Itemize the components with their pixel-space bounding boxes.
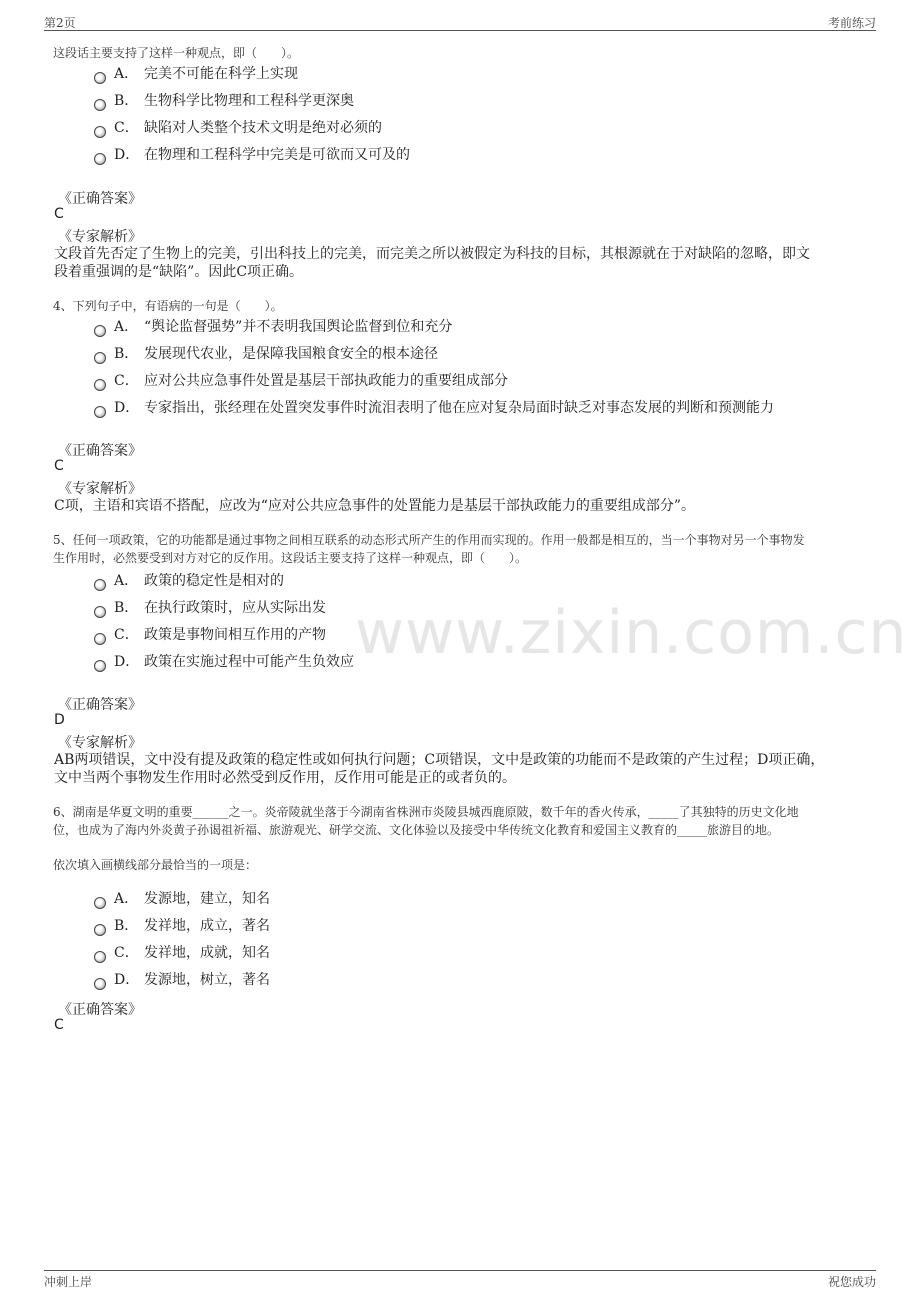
q3-answer: C [54,206,64,222]
q4-option-c[interactable]: C． 应对公共应急事件处置是基层干部执政能力的重要组成部分 [94,371,508,391]
radio-icon[interactable] [94,352,106,364]
q6-option-b[interactable]: B． 发祥地，成立，著名 [94,916,270,936]
radio-icon[interactable] [94,579,106,591]
q5-option-b[interactable]: B． 在执行政策时，应从实际出发 [94,598,326,618]
watermark: www.zixin.com.cn [355,598,908,668]
q4-option-d[interactable]: D． 专家指出，张经理在处置突发事件时流泪表明了他在应对复杂局面时缺乏对事态发展的判断和预测能力 [94,398,774,418]
radio-icon[interactable] [94,72,106,84]
q3-option-b[interactable]: B． 生物科学比物理和工程科学更深奥 [94,91,354,111]
q6-stem-line2: 位，也成为了海内外炎黄子孙谒祖祈福、旅游观光、研学交流、文化体验以及接受中华传统文化教育和爱国主义教育的_____旅游目的地。 [53,823,780,837]
page-number: 第2页 [44,16,76,30]
q4-option-b[interactable]: B． 发展现代农业，是保障我国粮食安全的根本途径 [94,344,438,364]
q6-option-a[interactable]: A． 发源地，建立，知名 [94,889,270,909]
footer-right: 祝您成功 [827,1275,876,1289]
q5-answer-label: 《正确答案》 [58,697,142,713]
q6-prompt: 依次填入画横线部分最恰当的一项是： [53,858,258,872]
radio-icon[interactable] [94,606,106,618]
q5-analysis-line1: AB两项错误，文中没有提及政策的稳定性或如何执行问题；C项错误，文中是政策的功能而不是政策的产生过程；D项正确， [54,752,825,768]
q5-option-d[interactable]: D． 政策在实施过程中可能产生负效应 [94,652,354,672]
q6-option-d[interactable]: D． 发源地，树立，著名 [94,970,270,990]
q3-option-d[interactable]: D． 在物理和工程科学中完美是可欲而又可及的 [94,145,410,165]
q6-stem-line1: 6、湖南是华夏文明的重要______之一。炎帝陵就坐落于今湖南省株洲市炎陵县城西鹿原陂，数千年的香火传承，_____了其独特的历史文化地 [53,805,799,819]
q5-analysis-label: 《专家解析》 [58,735,142,751]
radio-icon[interactable] [94,897,106,909]
q5-option-a[interactable]: A． 政策的稳定性是相对的 [94,571,284,591]
radio-icon[interactable] [94,633,106,645]
q4-stem: 4、下列句子中，有语病的一句是（ ）。 [53,299,283,313]
radio-icon[interactable] [94,978,106,990]
radio-icon[interactable] [94,325,106,337]
q3-option-c[interactable]: C． 缺陷对人类整个技术文明是绝对必须的 [94,118,382,138]
radio-icon[interactable] [94,153,106,165]
q3-analysis-line2: 段着重强调的是“缺陷”。因此C项正确。 [54,264,304,280]
q5-option-c[interactable]: C． 政策是事物间相互作用的产物 [94,625,326,645]
q5-stem-line1: 5、任何一项政策，它的功能都是通过事物之间相互联系的动态形式所产生的作用而实现的。作用一般都是相互的，当一个事物对另一个事物发 [53,533,805,547]
q4-analysis-line1: C项，主语和宾语不搭配，应改为“应对公共应急事件的处置能力是基层干部执政能力的重要组成部分”。 [54,498,696,514]
radio-icon[interactable] [94,126,106,138]
q3-option-a[interactable]: A． 完美不可能在科学上实现 [94,64,298,84]
radio-icon[interactable] [94,951,106,963]
q5-analysis-line2: 文中当两个事物发生作用时必然受到反作用，反作用可能是正的或者负的。 [54,770,516,786]
radio-icon[interactable] [94,99,106,111]
q6-answer-label: 《正确答案》 [58,1002,142,1018]
q3-analysis-label: 《专家解析》 [58,229,142,245]
radio-icon[interactable] [94,379,106,391]
q6-answer: C [54,1017,64,1033]
q6-option-c[interactable]: C． 发祥地，成就，知名 [94,943,270,963]
q4-answer-label: 《正确答案》 [58,443,142,459]
radio-icon[interactable] [94,660,106,672]
q4-option-a[interactable]: A． “舆论监督强势”并不表明我国舆论监督到位和充分 [94,317,452,337]
q4-answer: C [54,458,64,474]
q3-analysis-line1: 文段首先否定了生物上的完美，引出科技上的完美，而完美之所以被假定为科技的目标，其根源就在于对缺陷的忽略，即文 [54,246,810,262]
q3-answer-label: 《正确答案》 [58,191,142,207]
page-header [44,14,876,31]
header-title: 考前练习 [827,16,876,30]
q3-stem: 这段话主要支持了这样一种观点，即（ ）。 [53,46,300,60]
q5-stem-line2: 生作用时，必然要受到对方对它的反作用。这段话主要支持了这样一种观点，即（ ）。 [53,551,528,565]
radio-icon[interactable] [94,924,106,936]
footer-left: 冲刺上岸 [44,1275,93,1289]
radio-icon[interactable] [94,406,106,418]
q5-answer: D [54,712,65,728]
q4-analysis-label: 《专家解析》 [58,481,142,497]
page-footer [44,1270,876,1289]
